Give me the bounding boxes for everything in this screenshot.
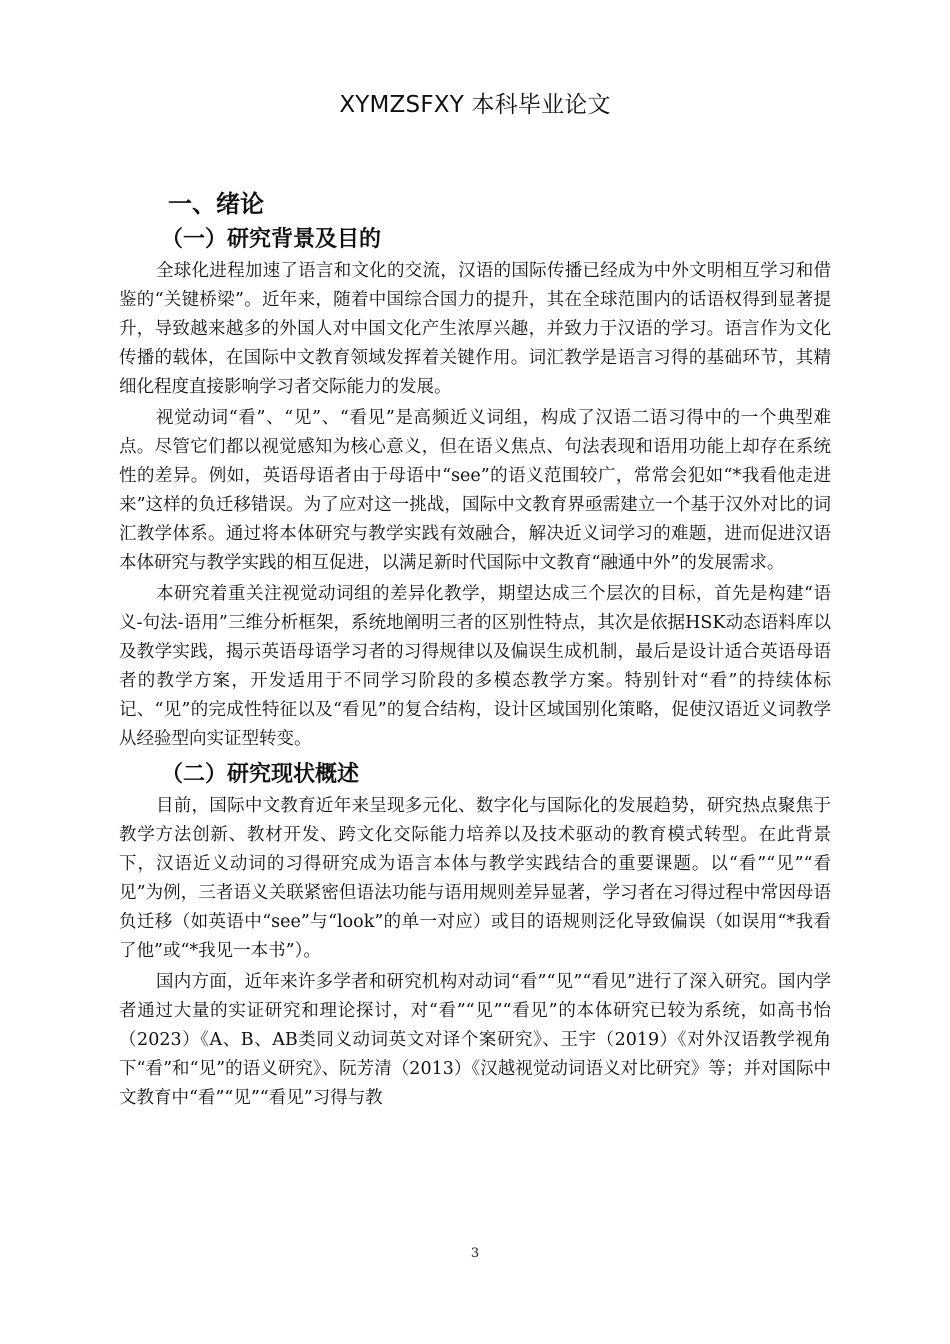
paragraph: 目前，国际中文教育近年来呈现多元化、数字化与国际化的发展趋势，研究热点聚焦于教学方法创新、教材开发、跨文化交际能力培养以及技术驱动的教育模式转型。在此背景下，汉语近义动词的习得研究成为语言本体与教学实践结合的重要课题。以“看”“见”“看见”为例，三者语义关联紧密但语法功能与语用规则差异显著，学习者在习得过程中常因母语负迁移（如英语中“see”与“look”的单一对应）或目的语规则泛化导致偏误（如误用“*我看了他”或“*我见一本书”）。 [119, 796, 831, 961]
paragraph: 视觉动词“看”、“见”、“看见”是高频近义词组，构成了汉语二语习得中的一个典型难点。尽管它们都以视觉感知为核心意义，但在语义焦点、句法表现和语用功能上却存在系统性的差异。例如，英语母语者由于母语中“see”的语义范围较广，常常会犯如“*我看他走进来”这样的负迁移错误。为了应对这一挑战，国际中文教育界亟需建立一个基于汉外对比的词汇教学体系。通过将本体研究与教学实践有效融合，解决近义词学习的难题，进而促进汉语本体研究与教学实践的相互促进，以满足新时代国际中文教育“融通中外”的发展需求。 [119, 408, 831, 573]
subsection-heading-status: （二）研究现状概述 [161, 762, 360, 787]
paragraph: 国内方面，近年来许多学者和研究机构对动词“看”“见”“看见”进行了深入研究。国内学者通过大量的实证研究和理论探讨，对“看”“见”“看见”的本体研究已较为系统，如高书怡（2023）《A、B、AB类同义动词英文对译个案研究》、王宇（2019）《对外汉语教学视角下“看”和“见”的语义研究》、阮芳清（2013）《汉越视觉动词语义对比研究》等；并对国际中文教育中“看”“见”“看见”习得与教 [119, 972, 831, 1108]
body-content [119, 185, 831, 1113]
page-number: 3 [470, 1246, 480, 1261]
paragraph: 全球化进程加速了语言和文化的交流，汉语的国际传播已经成为中外文明相互学习和借鉴的“关键桥梁”。近年来，随着中国综合国力的提升，其在全球范围内的话语权得到显著提升，导致越来越多的外国人对中国文化产生浓厚兴趣，并致力于汉语的学习。语言作为文化传播的载体，在国际中文教育领域发挥着关键作用。词汇教学是语言习得的基础环节，其精细化程度直接影响学习者交际能力的发展。 [119, 261, 831, 397]
running-header: XYMZSFXY 本科毕业论文 [339, 92, 611, 118]
section-heading: 一、绪论 [168, 190, 264, 218]
subsection-heading-background: （一）研究背景及目的 [161, 227, 382, 252]
paragraph: 本研究着重关注视觉动词组的差异化教学，期望达成三个层次的目标，首先是构建“语义-句法-语用”三维分析框架，系统地阐明三者的区别性特点，其次是依据HSK动态语料库以及教学实践，揭示英语母语学习者的习得规律以及偏误生成机制，最后是设计适合英语母语者的教学方案，开发适用于不同学习阶段的多模态教学方案。特别针对“看”的持续体标记、“见”的完成性特征以及“看见”的复合结构，设计区域国别化策略，促使汉语近义词教学从经验型向实证型转变。 [119, 584, 831, 749]
